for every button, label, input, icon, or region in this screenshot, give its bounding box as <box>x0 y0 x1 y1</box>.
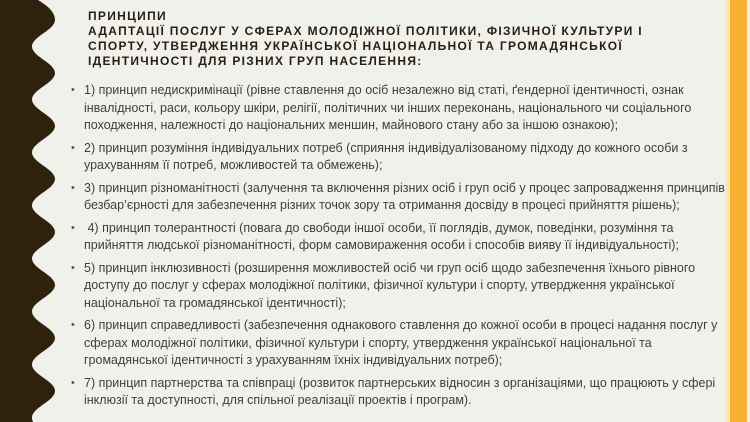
bullet-icon: • <box>71 319 75 331</box>
bullet-icon: • <box>71 221 75 234</box>
slide-title-line-2: АДАПТАЦІЇ ПОСЛУГ У СФЕРАХ МОЛОДІЖНОЇ ПОЛІТИКИ, ФІЗИЧНОЇ КУЛЬТУРИ І <box>88 24 643 38</box>
list-item <box>71 180 729 215</box>
slide-title-line-4: ІДЕНТИЧНОСТІ ДЛЯ РІЗНИХ ГРУП НАСЕЛЕННЯ: <box>88 54 423 68</box>
slide-title-line-1: ПРИНЦИПИ <box>88 9 167 23</box>
bullet-icon: • <box>71 181 75 194</box>
principle-text: 2) принцип розуміння індивідуальних потреб (сприяння індивідуалізованому підходу до кожного особи з урахуванням її потреб, можливостей та обмежень); <box>84 140 692 172</box>
principle-text: 7) принцип партнерства та співпраці (розвиток партнерських відносин з організаціями, що працюють у сфері інклюзії та доступності, для спільної реалізації проектів і програм). <box>84 375 719 407</box>
bullet-icon: • <box>71 376 75 389</box>
bullet-icon: • <box>71 141 75 154</box>
principle-text: 5) принцип інклюзивності (розширення можливостей осіб чи груп осіб щодо забезпечення їхнього рівного доступу до послуг у сферах молодіжної політики, фізичної культури і спорту, утвердження української національної та громадянської ідентичності); <box>84 260 699 310</box>
list-item <box>71 220 728 255</box>
principle-text: 4) принцип толерантності (повага до свободи іншої особи, її поглядів, думок, поведінки, розуміння та прийняття людської різноманітності, форм самовираження особи і способів вияву її індивідуальності); <box>84 220 679 252</box>
slide-title <box>88 9 728 69</box>
slide-title-line-3: СПОРТУ, УТВЕРДЖЕННЯ УКРАЇНСЬКОЇ НАЦІОНАЛЬНОЇ ТА ГРОМАДЯНСЬКОЇ <box>88 39 623 53</box>
principles-list <box>71 82 729 410</box>
principle-text: 1) принцип недискримінації (рівне ставлення до осіб незалежно від статі, ґендерної ідентичності, ознак інвалідності, раси, кольору шкіри, релігії, політичних чи інших переконань, національного чи соціального походження, належності до національних меншин, майнового стану або за іншою ознакою); <box>84 83 695 132</box>
slide-content <box>71 9 729 415</box>
list-item <box>71 375 728 410</box>
right-accent-stripe <box>726 0 747 422</box>
list-item <box>71 82 728 135</box>
bullet-icon: • <box>71 84 75 96</box>
principle-text: 6) принцип справедливості (забезпечення однакового ставлення до кожної особи в процесі надання послуг у сферах молодіжної політики, фізичної культури і спорту, утвердження української національної та громадянської ідентичності з урахуванням їхніх індивідуальних потреб); <box>84 318 721 367</box>
list-item <box>71 140 728 175</box>
bullet-icon: • <box>71 261 75 274</box>
list-item <box>71 260 728 313</box>
list-item <box>71 317 728 370</box>
left-wave-decoration <box>0 0 70 422</box>
principle-text: 3) принцип різноманітності (залучення та включення різних осіб і груп осіб у процес запровадження принципів безбар’єрності для забезпечення різних точок зору та отримання досвіду в процесі прийняття рішень); <box>84 180 729 212</box>
